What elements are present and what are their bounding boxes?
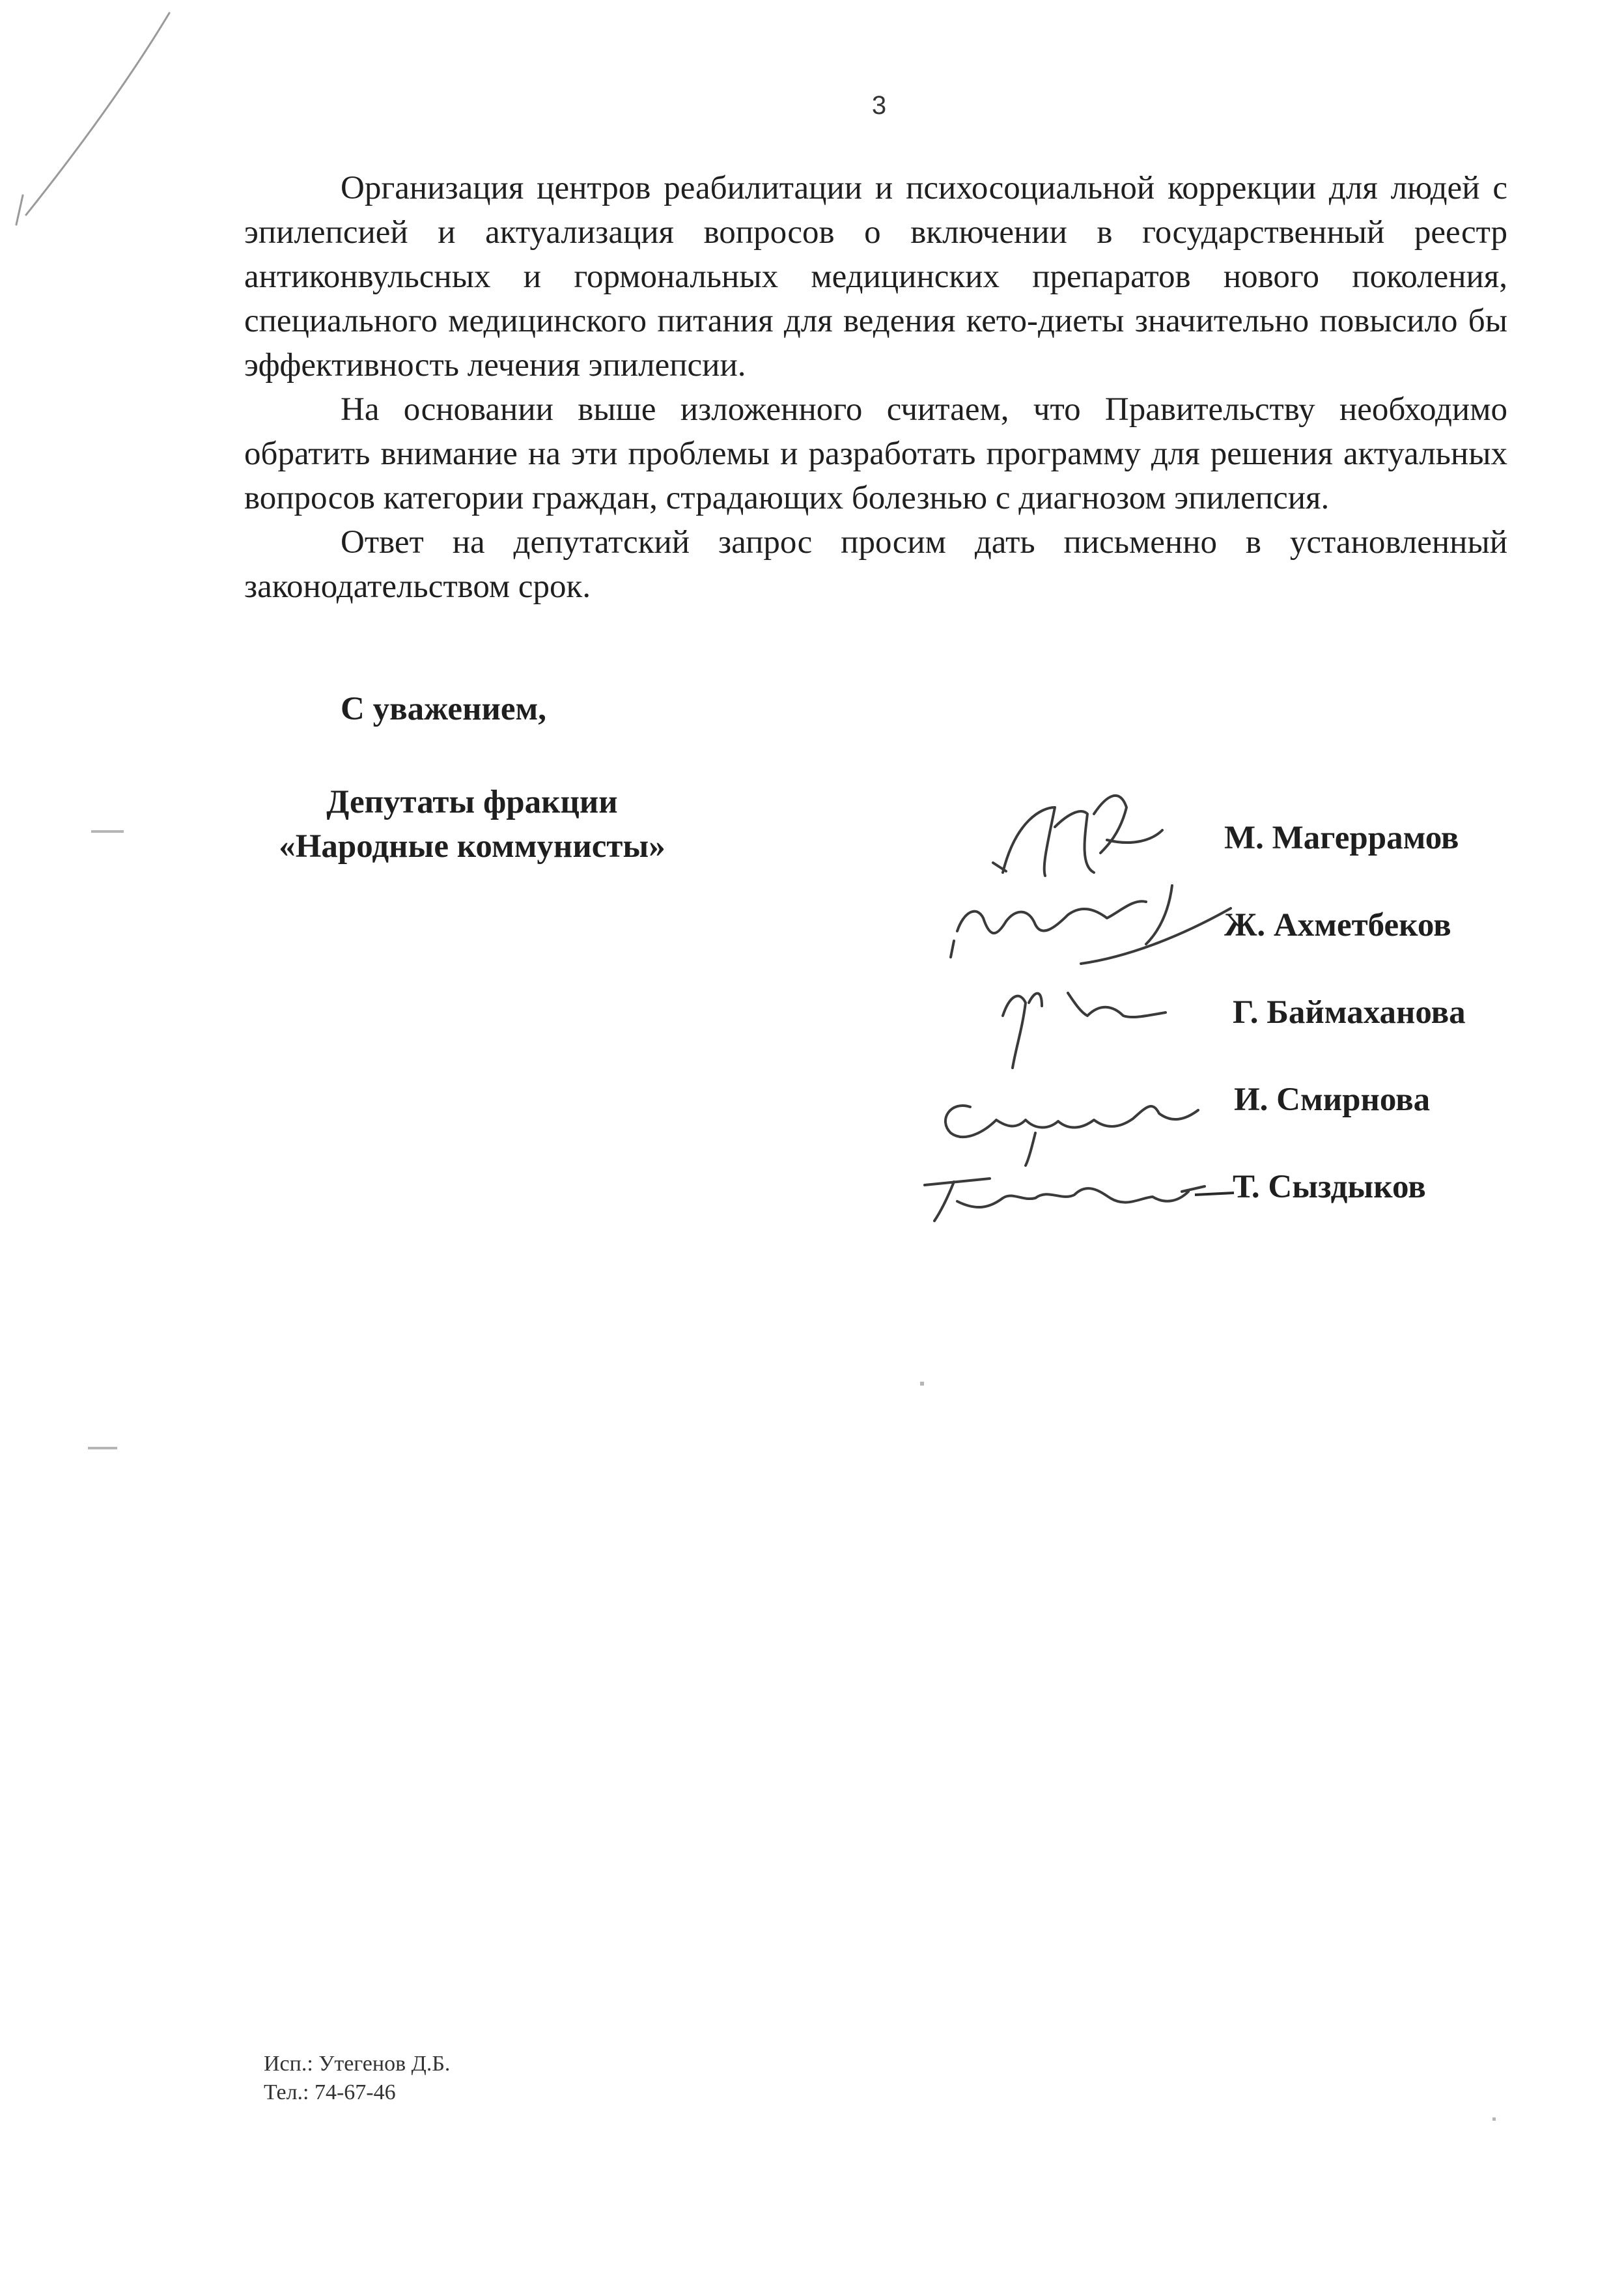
signature-5 (925, 1179, 1205, 1221)
signatory-name-2: Ж. Ахметбеков (1224, 907, 1451, 943)
faction-line-2: «Народные коммунисты» (279, 828, 665, 865)
executor-phone: Тел.: 74-67-46 (264, 2080, 396, 2104)
scan-mark-2 (16, 195, 23, 225)
faction-block (244, 780, 700, 869)
scan-speck (1492, 2117, 1496, 2121)
paragraph-3: Ответ на депутатский запрос просим дать письменно в установленный законодательством срок. (244, 524, 1507, 605)
signatory-name-1: М. Магеррамов (1224, 820, 1459, 856)
paragraph-1: Организация центров реабилитации и психосоциальной коррекции для людей с эпилепсией и актуализация вопросов о включении в государственный реестр антиконвульсных и гормональных медицинских препаратов нового поколения, специального медицинского питания для ведения кето-диеты значительно повысило бы эффективность лечения эпилепсии. (244, 170, 1507, 384)
signatory-name-4: И. Смирнова (1234, 1082, 1431, 1118)
page-number: 3 (871, 91, 887, 120)
signatory-name-3: Г. Баймаханова (1233, 994, 1466, 1031)
scan-speck (91, 830, 124, 833)
signature-3 (1003, 993, 1166, 1068)
faction-line-1: Депутаты фракции (326, 784, 618, 820)
scan-speck (920, 1382, 924, 1386)
executor-info (264, 2050, 450, 2107)
paragraph-2: На основании выше изложенного считаем, что Правительству необходимо обратить внимание на эти проблемы и разработать программу для решения актуальных вопросов категории граждан, страдающих болезнью с диагнозом эпилепсия. (244, 391, 1507, 516)
scan-mark (26, 13, 169, 215)
signature-1 (993, 796, 1162, 876)
executor-name: Исп.: Утегенов Д.Б. (264, 2052, 451, 2076)
signatory-name-5: Т. Сыздыков (1233, 1169, 1426, 1205)
signature-4 (945, 1106, 1198, 1166)
closing-salutation: С уважением, (341, 691, 546, 727)
letter-body (244, 166, 1507, 609)
scan-speck (88, 1447, 117, 1449)
strike-line (1195, 1193, 1234, 1195)
signature-2 (951, 886, 1231, 964)
